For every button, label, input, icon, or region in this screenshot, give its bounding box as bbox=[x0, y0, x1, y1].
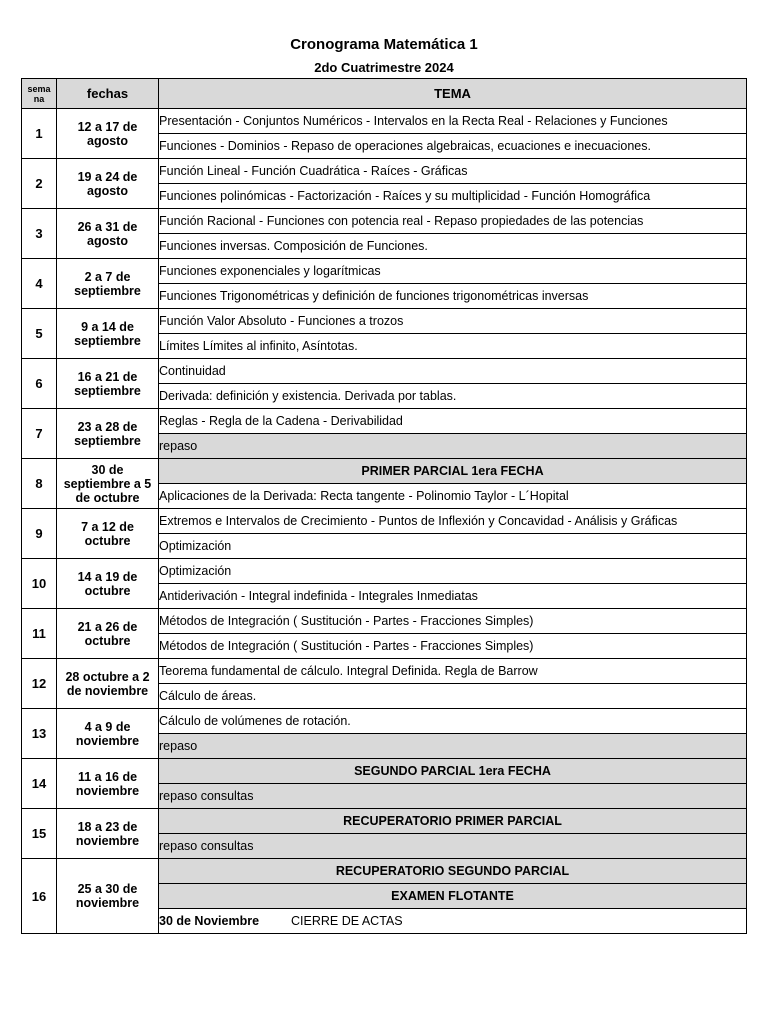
topic-cell: Optimización bbox=[159, 559, 747, 584]
week-dates: 14 a 19 de octubre bbox=[57, 559, 159, 609]
topic-cell: Métodos de Integración ( Sustitución - Partes - Fracciones Simples) bbox=[159, 609, 747, 634]
week-dates: 4 a 9 de noviembre bbox=[57, 709, 159, 759]
topic-cell: Funciones inversas. Composición de Funciones. bbox=[159, 234, 747, 259]
exam-topic: RECUPERATORIO SEGUNDO PARCIAL bbox=[159, 859, 747, 884]
exam-topic: EXAMEN FLOTANTE bbox=[159, 884, 747, 909]
exam-topic: PRIMER PARCIAL 1era FECHA bbox=[159, 459, 747, 484]
topic-cell: Límites Límites al infinito, Asíntotas. bbox=[159, 334, 747, 359]
topic-cell: Derivada: definición y existencia. Derivada por tablas. bbox=[159, 384, 747, 409]
week-dates: 11 a 16 de noviembre bbox=[57, 759, 159, 809]
table-row bbox=[22, 659, 747, 684]
header-tema: TEMA bbox=[159, 79, 747, 109]
week-number: 13 bbox=[22, 709, 57, 759]
topic-cell: Función Racional - Funciones con potencia real - Repaso propiedades de las potencias bbox=[159, 209, 747, 234]
topic-cell: Función Valor Absoluto - Funciones a trozos bbox=[159, 309, 747, 334]
topic-cell: repaso bbox=[159, 434, 747, 459]
topic-cell: Extremos e Intervalos de Crecimiento - Puntos de Inflexión y Concavidad - Análisis y Gráficas bbox=[159, 509, 747, 534]
topic-cell: Reglas - Regla de la Cadena - Derivabilidad bbox=[159, 409, 747, 434]
table-row bbox=[22, 509, 747, 534]
topic-cell: Antiderivación - Integral indefinida - Integrales Inmediatas bbox=[159, 584, 747, 609]
topic-cell: repaso bbox=[159, 734, 747, 759]
topic-cell: Funciones - Dominios - Repaso de operaciones algebraicas, ecuaciones e inecuaciones. bbox=[159, 134, 747, 159]
table-row bbox=[22, 409, 747, 434]
table-row bbox=[22, 109, 747, 134]
schedule-table bbox=[21, 78, 747, 934]
topic-cell: Continuidad bbox=[159, 359, 747, 384]
topic-cell: Métodos de Integración ( Sustitución - Partes - Fracciones Simples) bbox=[159, 634, 747, 659]
closing-topic bbox=[159, 909, 747, 934]
week-number: 6 bbox=[22, 359, 57, 409]
table-row bbox=[22, 359, 747, 384]
topic-cell: Función Lineal - Función Cuadrática - Raíces - Gráficas bbox=[159, 159, 747, 184]
week-dates: 18 a 23 de noviembre bbox=[57, 809, 159, 859]
schedule-table-header bbox=[22, 79, 747, 109]
header-semana: sema na bbox=[22, 79, 57, 109]
table-row bbox=[22, 559, 747, 584]
table-row bbox=[22, 309, 747, 334]
week-number: 3 bbox=[22, 209, 57, 259]
topic-cell: Cálculo de áreas. bbox=[159, 684, 747, 709]
table-row bbox=[22, 159, 747, 184]
exam-topic: RECUPERATORIO PRIMER PARCIAL bbox=[159, 809, 747, 834]
topic-cell: Funciones polinómicas - Factorización - Raíces y su multiplicidad - Función Homográfica bbox=[159, 184, 747, 209]
topic-cell: Optimización bbox=[159, 534, 747, 559]
week-number: 1 bbox=[22, 109, 57, 159]
week-number: 16 bbox=[22, 859, 57, 934]
week-dates: 9 a 14 de septiembre bbox=[57, 309, 159, 359]
week-dates: 28 octubre a 2 de noviembre bbox=[57, 659, 159, 709]
topic-cell: Teorema fundamental de cálculo. Integral Definida. Regla de Barrow bbox=[159, 659, 747, 684]
week-dates: 25 a 30 de noviembre bbox=[57, 859, 159, 934]
header-fechas: fechas bbox=[57, 79, 159, 109]
week-number: 14 bbox=[22, 759, 57, 809]
week-number: 12 bbox=[22, 659, 57, 709]
closing-date: 30 de Noviembre bbox=[159, 914, 260, 928]
table-row bbox=[22, 709, 747, 734]
table-row bbox=[22, 809, 747, 834]
topic-cell: Presentación - Conjuntos Numéricos - Intervalos en la Recta Real - Relaciones y Funciones bbox=[159, 109, 747, 134]
table-row bbox=[22, 609, 747, 634]
week-number: 11 bbox=[22, 609, 57, 659]
week-dates: 12 a 17 de agosto bbox=[57, 109, 159, 159]
week-dates: 23 a 28 de septiembre bbox=[57, 409, 159, 459]
week-dates: 19 a 24 de agosto bbox=[57, 159, 159, 209]
topic-cell: Aplicaciones de la Derivada: Recta tangente - Polinomio Taylor - L´Hopital bbox=[159, 484, 747, 509]
week-number: 15 bbox=[22, 809, 57, 859]
header-row bbox=[22, 79, 747, 109]
exam-topic: SEGUNDO PARCIAL 1era FECHA bbox=[159, 759, 747, 784]
document-subtitle: 2do Cuatrimestre 2024 bbox=[314, 60, 454, 75]
week-dates: 26 a 31 de agosto bbox=[57, 209, 159, 259]
week-dates: 21 a 26 de octubre bbox=[57, 609, 159, 659]
week-dates: 30 de septiembre a 5 de octubre bbox=[57, 459, 159, 509]
week-number: 2 bbox=[22, 159, 57, 209]
closing-label: CIERRE DE ACTAS bbox=[291, 914, 403, 928]
topic-cell: repaso consultas bbox=[159, 834, 747, 859]
table-row bbox=[22, 209, 747, 234]
table-row bbox=[22, 459, 747, 484]
week-number: 10 bbox=[22, 559, 57, 609]
week-number: 8 bbox=[22, 459, 57, 509]
week-number: 4 bbox=[22, 259, 57, 309]
week-number: 5 bbox=[22, 309, 57, 359]
topic-cell: repaso consultas bbox=[159, 784, 747, 809]
week-dates: 2 a 7 de septiembre bbox=[57, 259, 159, 309]
schedule-table-body bbox=[22, 109, 747, 934]
topic-cell: Funciones Trigonométricas y definición de funciones trigonométricas inversas bbox=[159, 284, 747, 309]
table-row bbox=[22, 859, 747, 884]
week-dates: 7 a 12 de octubre bbox=[57, 509, 159, 559]
topic-cell: Funciones exponenciales y logarítmicas bbox=[159, 259, 747, 284]
week-number: 7 bbox=[22, 409, 57, 459]
week-dates: 16 a 21 de septiembre bbox=[57, 359, 159, 409]
table-row bbox=[22, 259, 747, 284]
topic-cell: Cálculo de volúmenes de rotación. bbox=[159, 709, 747, 734]
table-row bbox=[22, 759, 747, 784]
document-title: Cronograma Matemática 1 bbox=[290, 36, 478, 53]
week-number: 9 bbox=[22, 509, 57, 559]
